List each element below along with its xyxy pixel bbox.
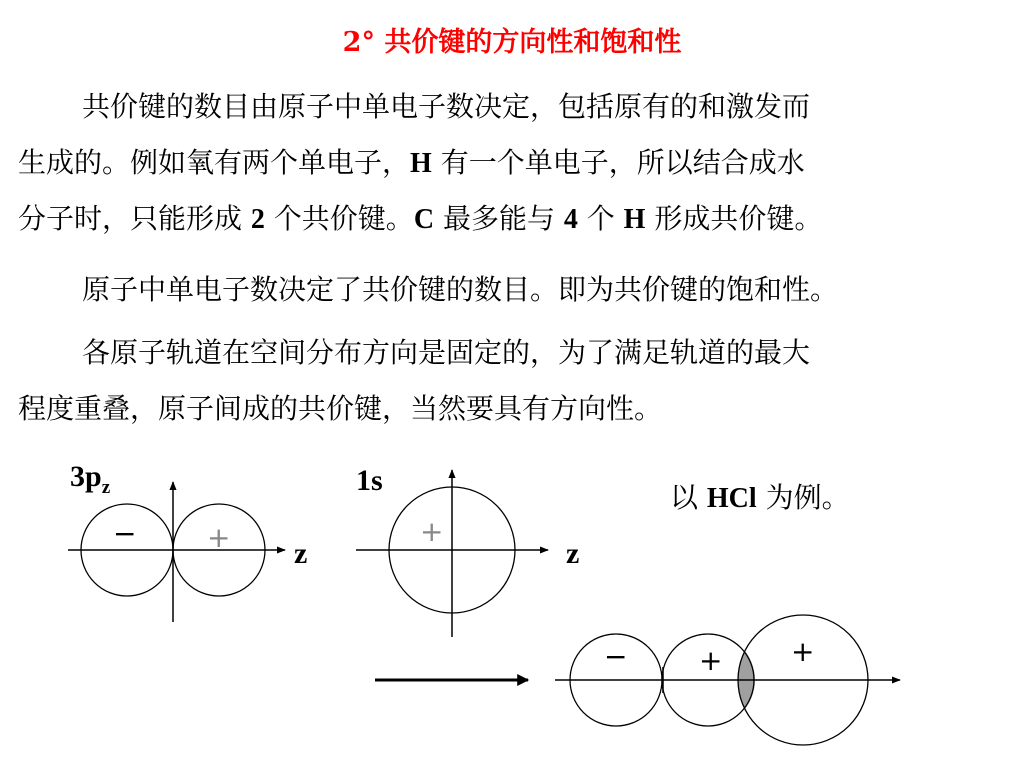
number-2: 2 [250, 204, 265, 235]
text-run: 以 [670, 481, 707, 514]
paragraph-line: 各原子轨道在空间分布方向是固定的，为了满足轨道的最大 [82, 336, 811, 369]
symbol-c: C [413, 204, 435, 235]
z-axis-label: z [566, 537, 580, 570]
plus-sign: + [420, 515, 444, 548]
text-run: 生成的。例如氧有两个单电子， [18, 146, 411, 179]
minus-sign: − [604, 640, 628, 673]
paragraph-line: 共价键的数目由原子中单电子数决定，包括原有的和激发而 [82, 90, 811, 123]
text-run: 分子时，只能形成 [18, 202, 251, 235]
molecule-hcl: HCl [706, 483, 757, 514]
plus-sign: + [791, 635, 815, 668]
label-subscript: z [101, 477, 111, 498]
text-run: 为例。 [756, 481, 850, 514]
symbol-h: H [623, 204, 646, 235]
slide-title: 2° 共价键的方向性和饱和性 [342, 27, 682, 58]
orbital-1s [356, 470, 548, 637]
orbital-3pz-label [70, 460, 110, 499]
text-run: 有一个单电子，所以结合成水 [431, 146, 805, 179]
orbital-1s-label: 1s [356, 464, 383, 497]
minus-sign: − [113, 517, 137, 550]
orbital-3pz [68, 482, 285, 622]
paragraph-line: 原子中单电子数决定了共价键的数目。即为共价键的饱和性。 [82, 273, 839, 306]
z-axis-label: z [294, 537, 308, 570]
plus-sign: + [699, 644, 723, 677]
label-main: 3p [70, 460, 102, 493]
symbol-h: H [410, 148, 432, 179]
number-4: 4 [563, 204, 578, 235]
paragraph-line: 程度重叠，原子间成的共价键，当然要具有方向性。 [18, 392, 663, 425]
example-caption [670, 470, 1000, 527]
text-run: 个 [577, 202, 624, 235]
hcl-overlap [555, 615, 900, 745]
text-run: 个共价键。 [264, 202, 414, 235]
plus-sign: + [207, 521, 231, 554]
text-run: 形成共价键。 [645, 202, 823, 235]
text-run: 最多能与 [434, 202, 564, 235]
